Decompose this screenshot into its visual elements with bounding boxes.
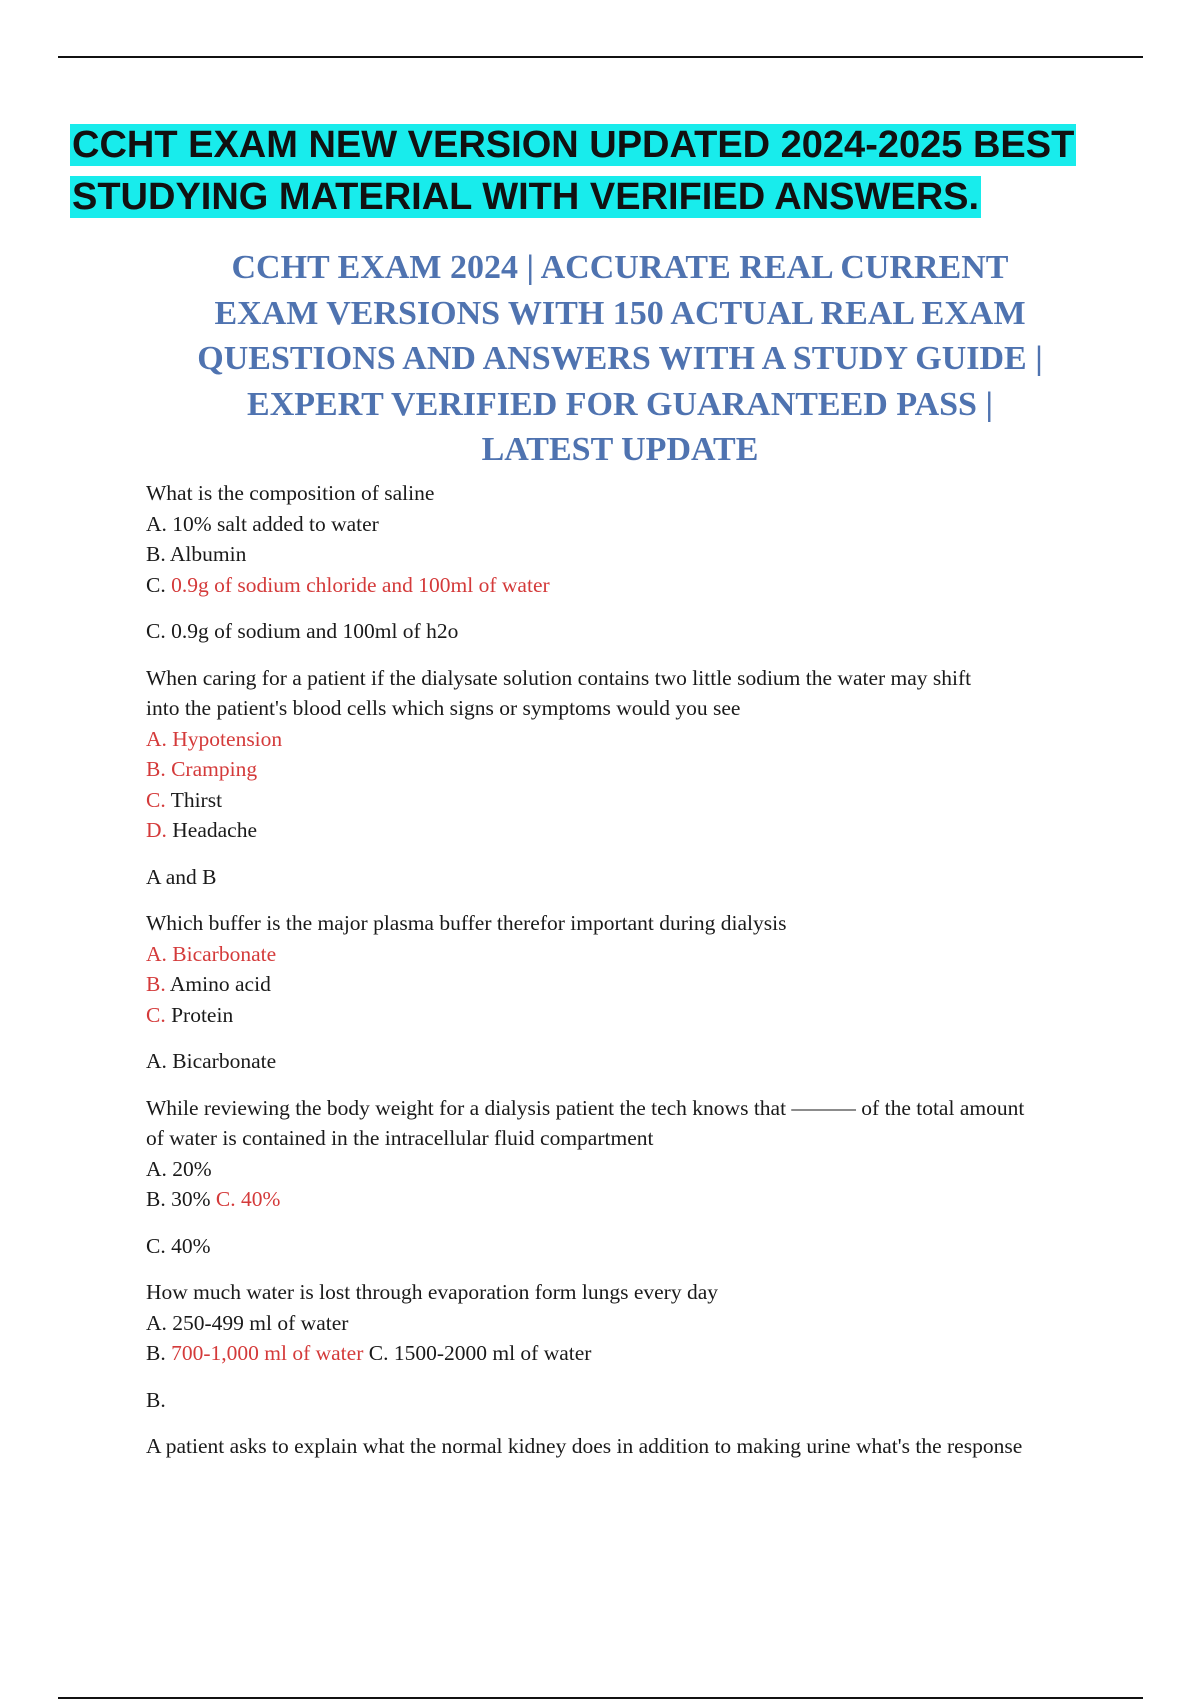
- option-letter: B.: [146, 1341, 172, 1365]
- option-letter: C.: [146, 1002, 166, 1027]
- option-b: B. 30%: [146, 1187, 216, 1211]
- subtitle-line: LATEST UPDATE: [481, 431, 759, 468]
- subtitle-line: QUESTIONS AND ANSWERS WITH A STUDY GUIDE |: [197, 340, 1043, 377]
- option-b: B. Cramping: [146, 757, 258, 781]
- option-text: Headache: [166, 818, 258, 842]
- top-rule: [58, 56, 1143, 58]
- subtitle-line: EXAM VERSIONS WITH 150 ACTUAL REAL EXAM: [214, 294, 1026, 332]
- correct-option-text: 0.9g of sodium chloride and 100ml of water: [171, 572, 550, 597]
- option-b-c: [146, 1184, 1146, 1215]
- question-text: How much water is lost through evaporation form lungs every day: [146, 1280, 719, 1304]
- option-b: B. Albumin: [146, 542, 247, 566]
- answer-text: C. 0.9g of sodium and 100ml of h2o: [146, 619, 459, 643]
- question-text: While reviewing the body weight for a dialysis patient the tech knows that ——— of the total amount: [146, 1095, 1025, 1120]
- banner-line-2: STUDYING MATERIAL WITH VERIFIED ANSWERS.: [72, 176, 980, 218]
- banner-line-1: CCHT EXAM NEW VERSION UPDATED 2024-2025 BEST: [72, 124, 1075, 166]
- option-c: [146, 570, 1146, 601]
- option-letter: D.: [146, 818, 167, 842]
- option-letter: C.: [146, 787, 166, 812]
- option-d: [146, 815, 1146, 846]
- correct-option-text: 700-1,000 ml of water: [171, 1341, 364, 1365]
- option-a: A. 20%: [146, 1156, 212, 1181]
- option-letter: C.: [146, 572, 172, 597]
- answer-text: B.: [146, 1387, 166, 1412]
- bottom-rule: [58, 1697, 1143, 1699]
- subtitle-line: EXPERT VERIFIED FOR GUARANTEED PASS |: [247, 385, 993, 423]
- option-a: A. Bicarbonate: [146, 941, 277, 966]
- option-b-c: [146, 1338, 1146, 1369]
- option-text: Thirst: [165, 787, 223, 812]
- option-a: A. 10% salt added to water: [146, 511, 379, 536]
- option-c: C. 1500-2000 ml of water: [363, 1341, 592, 1365]
- question-text: What is the composition of saline: [146, 481, 435, 505]
- answer-text: A. Bicarbonate: [146, 1049, 277, 1073]
- option-c: [146, 785, 1146, 816]
- option-a: A. 250-499 ml of water: [146, 1310, 349, 1335]
- option-a: A. Hypotension: [146, 726, 283, 751]
- correct-option-text: C. 40%: [215, 1187, 281, 1211]
- question-text: When caring for a patient if the dialysate solution contains two little sodium the water may shift: [146, 665, 972, 690]
- question-text: Which buffer is the major plasma buffer therefor important during dialysis: [146, 911, 787, 935]
- document-subtitle: [140, 245, 1100, 473]
- question-text: into the patient's blood cells which signs or symptoms would you see: [146, 696, 741, 720]
- option-b: [146, 969, 1146, 1000]
- option-letter: B.: [146, 972, 166, 996]
- option-text: Amino acid: [165, 972, 271, 996]
- questions-body: [146, 478, 1146, 1462]
- question-text: A patient asks to explain what the normal kidney does in addition to making urine what's the response: [146, 1434, 1023, 1458]
- subtitle-line: CCHT EXAM 2024 | ACCURATE REAL CURRENT: [231, 249, 1009, 286]
- question-text: of water is contained in the intracellular fluid compartment: [146, 1126, 654, 1150]
- document-banner-title: [70, 119, 1134, 223]
- option-text: Protein: [165, 1002, 234, 1027]
- option-c: [146, 1000, 1146, 1031]
- answer-text: C. 40%: [146, 1233, 211, 1258]
- answer-text: A and B: [146, 864, 217, 889]
